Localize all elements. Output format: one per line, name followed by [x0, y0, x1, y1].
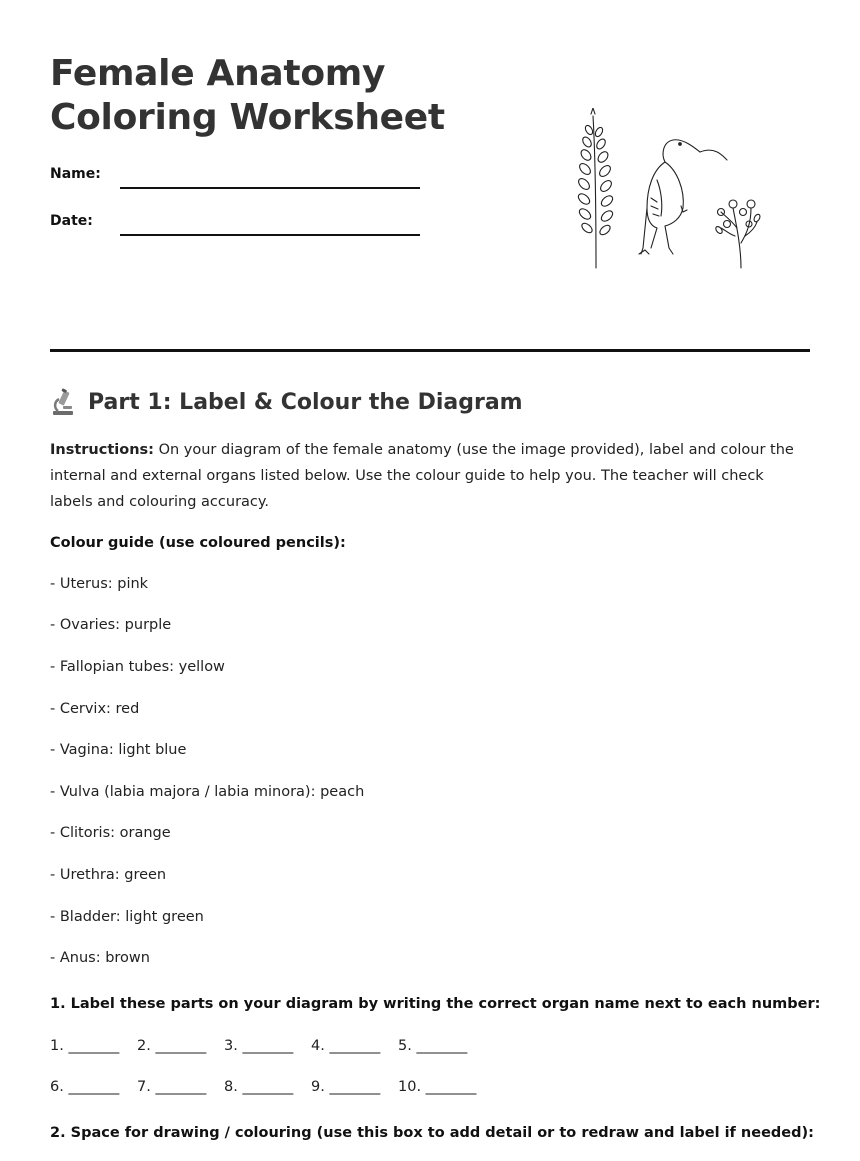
- blank-7[interactable]: 7. _______: [137, 1079, 207, 1095]
- instructions-text: On your diagram of the female anatomy (use the image provided), label and colour the internal and external organs listed below. Use the colour guide to help you. The teacher will check labels and colouring accuracy.: [50, 442, 794, 510]
- colour-guide-item: - Anus: brown: [50, 950, 150, 966]
- colour-guide-heading: Colour guide (use coloured pencils):: [50, 535, 346, 551]
- title-line-2: Coloring Worksheet: [50, 97, 445, 138]
- title-line-1: Female Anatomy: [50, 53, 386, 94]
- colour-guide-item: - Urethra: green: [50, 867, 167, 883]
- blank-6[interactable]: 6. _______: [50, 1079, 120, 1095]
- instructions-label: Instructions:: [50, 442, 154, 458]
- blank-5[interactable]: 5. _______: [398, 1038, 468, 1054]
- section-divider: [50, 349, 810, 352]
- blank-3[interactable]: 3. _______: [224, 1038, 294, 1054]
- name-label: Name:: [50, 166, 101, 182]
- colour-guide-item: - Fallopian tubes: yellow: [50, 659, 225, 675]
- colour-guide-item: - Ovaries: purple: [50, 617, 172, 633]
- colour-guide-item: - Vulva (labia majora / labia minora): peach: [50, 784, 365, 800]
- name-line[interactable]: [120, 187, 420, 189]
- blank-4[interactable]: 4. _______: [311, 1038, 381, 1054]
- instructions-paragraph: [50, 437, 810, 515]
- microscope-icon: [50, 388, 76, 416]
- blank-10[interactable]: 10. _______: [398, 1079, 477, 1095]
- colour-guide-item: - Vagina: light blue: [50, 742, 187, 758]
- blank-2[interactable]: 2. _______: [137, 1038, 207, 1054]
- colour-guide-item: - Uterus: pink: [50, 576, 149, 592]
- part1-heading: [50, 388, 523, 416]
- worksheet-title: [50, 52, 445, 140]
- question-1: 1. Label these parts on your diagram by writing the correct organ name next to each number:: [50, 996, 821, 1012]
- colour-guide-item: - Bladder: light green: [50, 909, 204, 925]
- question-2: 2. Space for drawing / colouring (use this box to add detail or to redraw and label if needed):: [50, 1125, 814, 1141]
- blank-9[interactable]: 9. _______: [311, 1079, 381, 1095]
- blank-1[interactable]: 1. _______: [50, 1038, 120, 1054]
- date-label: Date:: [50, 213, 93, 229]
- part1-heading-text: Part 1: Label & Colour the Diagram: [88, 389, 523, 415]
- date-line[interactable]: [120, 234, 420, 236]
- colour-guide-item: - Cervix: red: [50, 701, 140, 717]
- blank-8[interactable]: 8. _______: [224, 1079, 294, 1095]
- colour-guide-item: - Clitoris: orange: [50, 825, 171, 841]
- plants-and-bird-drawing-icon: [565, 108, 770, 270]
